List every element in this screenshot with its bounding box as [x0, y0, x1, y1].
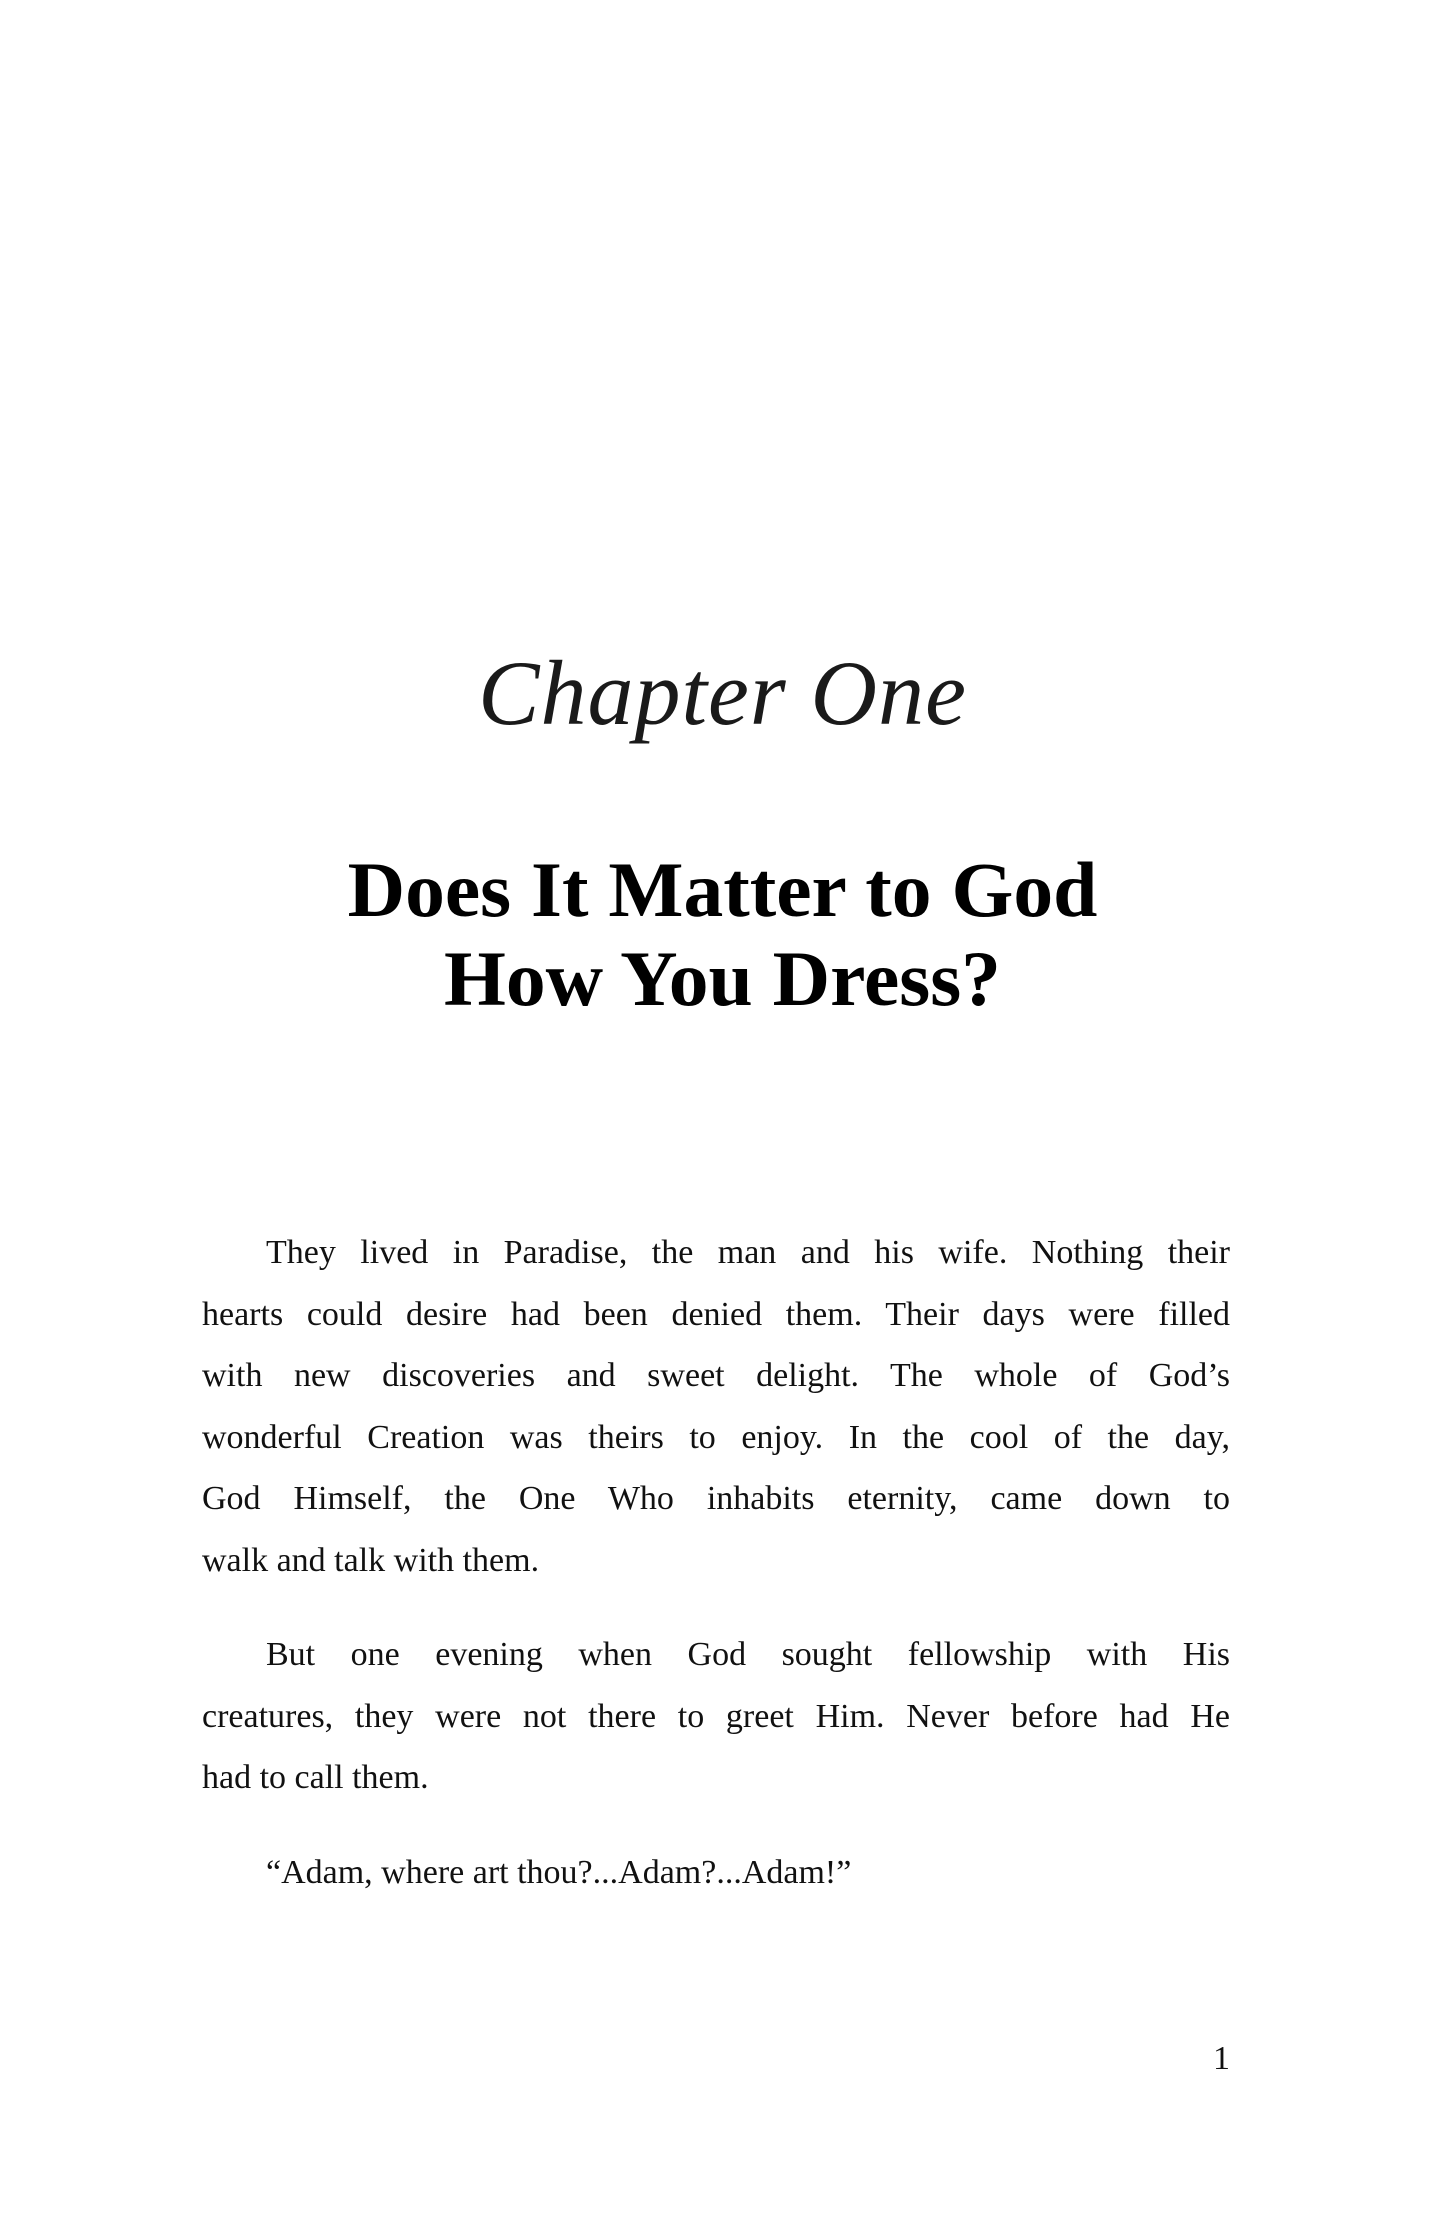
paragraph-2 [202, 1624, 1230, 1809]
paragraph-3 [202, 1842, 1230, 1904]
text-line: hearts could desire had been denied them. Their days were filled [202, 1295, 1230, 1333]
chapter-label: Chapter One [478, 642, 967, 744]
text-line: had to call them. [202, 1759, 429, 1796]
page-number: 1 [1213, 2040, 1230, 2077]
text-line: wonderful Creation was theirs to enjoy. In the cool of the day, [202, 1418, 1230, 1456]
paragraph-1 [202, 1222, 1230, 1591]
text-line: They lived in Paradise, the man and his wife. Nothing their [266, 1234, 1230, 1271]
chapter-title-line-2: How You Dress? [444, 935, 1001, 1022]
text-line: with new discoveries and sweet delight. The whole of God’s [202, 1357, 1230, 1394]
text-line: “Adam, where art thou?...Adam?...Adam!” [266, 1853, 852, 1891]
chapter-title-line-1: Does It Matter to God [347, 846, 1098, 933]
body-text [202, 1222, 1230, 1936]
text-line: walk and talk with them. [202, 1541, 540, 1579]
text-line: creatures, they were not there to greet Him. Never before had He [202, 1697, 1230, 1735]
text-line: God Himself, the One Who inhabits eternity, came down to [202, 1480, 1230, 1517]
text-line: But one evening when God sought fellowship with His [266, 1636, 1230, 1673]
chapter-title [0, 845, 1445, 1023]
